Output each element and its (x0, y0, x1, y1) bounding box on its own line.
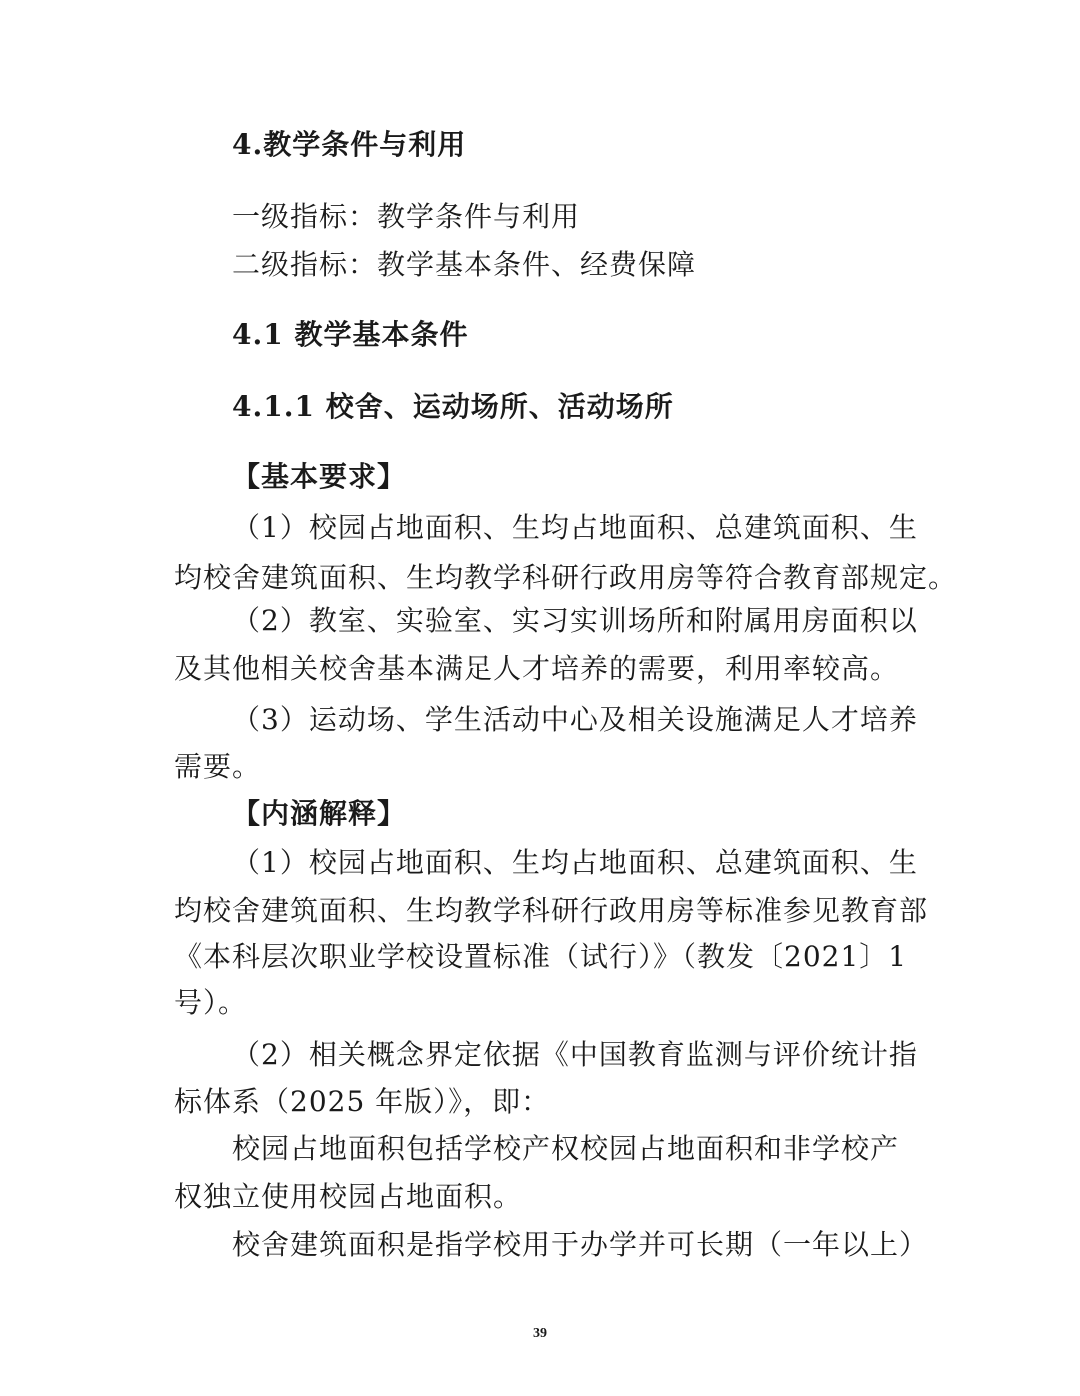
requirement-2-line-2: 及其他相关校舍基本满足人才培养的需要，利用率较高。 (174, 652, 900, 685)
interpretation-1-line-1: （1）校园占地面积、生均占地面积、总建筑面积、生 (232, 846, 918, 879)
requirement-3-line-2: 需要。 (174, 750, 262, 783)
interpretation-2-line-1: （2）相关概念界定依据《中国教育监测与评价统计指 (232, 1038, 918, 1071)
interpretation-1-line-2: 均校舍建筑面积、生均教学科研行政用房等标准参见教育部 (174, 894, 929, 927)
interpretation-2-line-2: 标体系（2025 年版）》，即： (174, 1085, 551, 1118)
campus-area-paragraph-line-1: 校园占地面积包括学校产权校园占地面积和非学校产 (232, 1132, 900, 1165)
first-level-indicator: 一级指标：教学条件与利用 (232, 200, 581, 233)
subsection-heading: 4.1 教学基本条件 (232, 318, 469, 351)
page-number: 39 (533, 1326, 547, 1341)
second-level-indicator: 二级指标：教学基本条件、经费保障 (232, 248, 697, 281)
interpretation-1-line-3: 《本科层次职业学校设置标准（试行）》（教发〔2021〕1 (174, 940, 908, 973)
basic-requirements-label: 【基本要求】 (232, 460, 407, 493)
requirement-1-line-1: （1）校园占地面积、生均占地面积、总建筑面积、生 (232, 511, 918, 544)
requirement-1-line-2: 均校舍建筑面积、生均教学科研行政用房等符合教育部规定。 (174, 561, 958, 594)
requirement-2-line-1: （2）教室、实验室、实习实训场所和附属用房面积以 (232, 604, 918, 637)
interpretation-label: 【内涵解释】 (232, 797, 407, 830)
subsubsection-heading: 4.1.1 校舍、运动场所、活动场所 (232, 390, 674, 423)
interpretation-1-line-4: 号）。 (174, 986, 248, 1019)
requirement-3-line-1: （3）运动场、学生活动中心及相关设施满足人才培养 (232, 703, 918, 736)
building-area-paragraph-line-1: 校舍建筑面积是指学校用于办学并可长期（一年以上） (232, 1228, 929, 1261)
section-heading: 4.教学条件与利用 (232, 128, 467, 161)
campus-area-paragraph-line-2: 权独立使用校园占地面积。 (174, 1180, 523, 1213)
